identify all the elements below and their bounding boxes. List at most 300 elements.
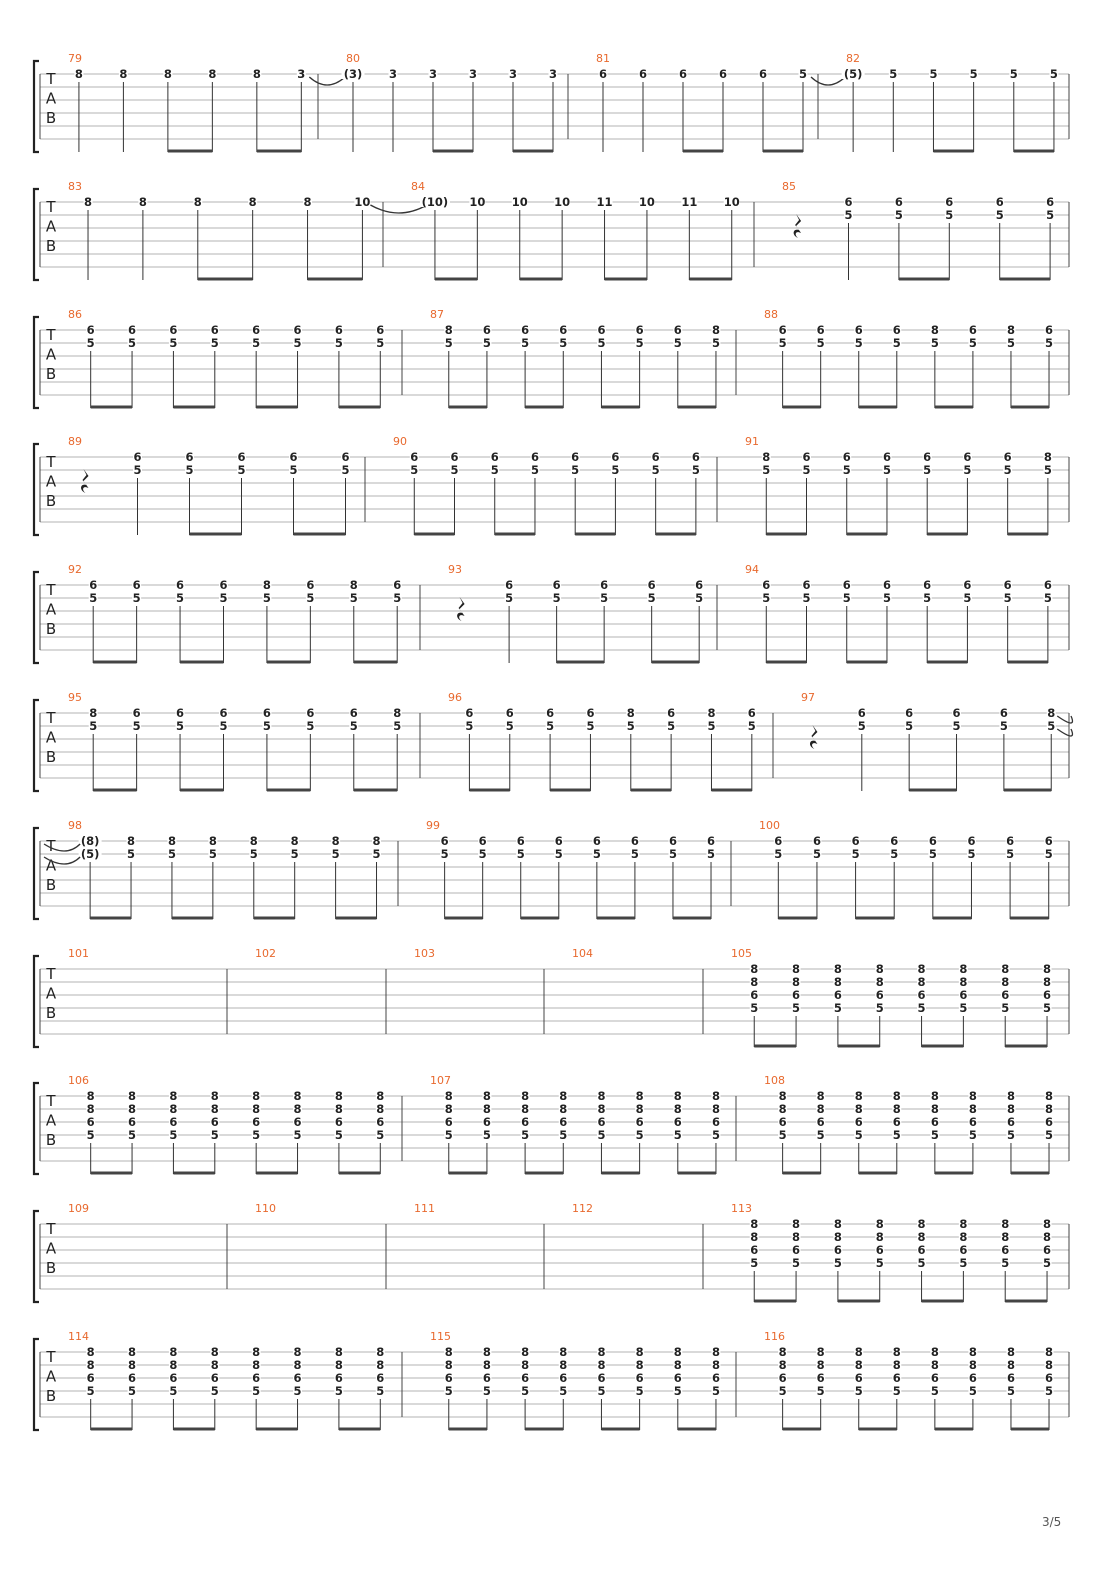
fret-number: 6 bbox=[521, 1115, 530, 1129]
fret-number: 8 bbox=[334, 1089, 343, 1103]
fret-number: 6 bbox=[334, 323, 343, 337]
fret-number: 6 bbox=[262, 706, 271, 720]
fret-number: 5 bbox=[889, 67, 898, 81]
fret-number: 5 bbox=[968, 336, 977, 350]
fret-number: 6 bbox=[1044, 834, 1053, 848]
fret-number: 6 bbox=[802, 450, 811, 464]
fret-number: 6 bbox=[667, 706, 676, 720]
fret-number: 8 bbox=[917, 962, 926, 976]
fret-number: 5 bbox=[673, 1128, 682, 1142]
fret-number: 8 bbox=[959, 975, 968, 989]
fret-number: 5 bbox=[1043, 1001, 1052, 1015]
tab-clef-letter: A bbox=[45, 345, 57, 364]
fret-number: 5 bbox=[945, 208, 954, 222]
fret-number: 5 bbox=[597, 1128, 606, 1142]
fret-number: 5 bbox=[334, 336, 343, 350]
tab-clef-letter: T bbox=[46, 1092, 56, 1110]
fret-number: 8 bbox=[86, 1345, 95, 1359]
fret-number: 3 bbox=[428, 67, 438, 81]
fret-number: 5 bbox=[635, 336, 644, 350]
fret-number: 8 bbox=[210, 1089, 219, 1103]
fret-number: 6 bbox=[1003, 578, 1012, 592]
fret-number: 10 bbox=[554, 195, 571, 209]
fret-number: 8 bbox=[128, 1089, 137, 1103]
fret-number: (5) bbox=[80, 847, 100, 861]
fret-number: 6 bbox=[559, 323, 568, 337]
fret-number: 8 bbox=[84, 195, 93, 209]
fret-number: 6 bbox=[778, 1115, 787, 1129]
fret-number: 5 bbox=[490, 463, 499, 477]
fret-number: 8 bbox=[1045, 1102, 1054, 1116]
fret-number: 5 bbox=[833, 1256, 842, 1270]
fret-number: 8 bbox=[892, 1358, 901, 1372]
tab-clef-letter: T bbox=[46, 581, 56, 599]
fret-number: 5 bbox=[857, 719, 866, 733]
fret-number: 5 bbox=[1003, 591, 1012, 605]
measure-number: 111 bbox=[414, 1202, 435, 1215]
fret-number: 6 bbox=[128, 1115, 137, 1129]
fret-number: 6 bbox=[505, 578, 514, 592]
fret-number: 5 bbox=[546, 719, 555, 733]
fret-number: 5 bbox=[521, 1384, 530, 1398]
fret-number: 6 bbox=[554, 834, 563, 848]
fret-number: 8 bbox=[626, 706, 635, 720]
fret-number: 6 bbox=[376, 1115, 385, 1129]
fret-number: 8 bbox=[1045, 1089, 1054, 1103]
fret-number: 8 bbox=[854, 1089, 863, 1103]
fret-number: 8 bbox=[86, 1358, 95, 1372]
fret-number: 6 bbox=[774, 834, 783, 848]
fret-number: 6 bbox=[917, 988, 926, 1002]
fret-number: 6 bbox=[711, 1115, 720, 1129]
fret-number: 6 bbox=[132, 578, 141, 592]
fret-number: 5 bbox=[890, 847, 899, 861]
fret-number: 6 bbox=[592, 834, 601, 848]
fret-number: 6 bbox=[597, 1115, 606, 1129]
fret-number: 5 bbox=[252, 1128, 261, 1142]
measure-number: 95 bbox=[68, 691, 82, 704]
fret-number: 8 bbox=[293, 1358, 302, 1372]
quarter-rest bbox=[794, 214, 801, 238]
fret-number: 6 bbox=[718, 67, 728, 81]
fret-number: 5 bbox=[128, 1128, 137, 1142]
fret-number: 6 bbox=[376, 323, 385, 337]
fret-number: 6 bbox=[968, 1115, 977, 1129]
fret-number: 5 bbox=[611, 463, 620, 477]
measure-number: 90 bbox=[393, 435, 407, 448]
tab-clef-letter: A bbox=[45, 472, 57, 491]
fret-number: 6 bbox=[521, 323, 530, 337]
system-bracket bbox=[34, 700, 39, 791]
fret-number: 3 bbox=[388, 67, 398, 81]
fret-number: 5 bbox=[792, 1001, 801, 1015]
fret-number: 6 bbox=[176, 578, 185, 592]
fret-number: 8 bbox=[1006, 1345, 1015, 1359]
fret-number: 5 bbox=[444, 1128, 453, 1142]
fret-number: 8 bbox=[208, 834, 217, 848]
fret-number: 5 bbox=[635, 1128, 644, 1142]
fret-number: 8 bbox=[762, 450, 771, 464]
measure-number: 86 bbox=[68, 308, 82, 321]
fret-number: 8 bbox=[521, 1102, 530, 1116]
fret-number: 6 bbox=[930, 1115, 939, 1129]
fret-number: 6 bbox=[410, 450, 419, 464]
fret-number: 8 bbox=[1001, 962, 1010, 976]
fret-number: 8 bbox=[597, 1345, 606, 1359]
fret-number: 8 bbox=[521, 1089, 530, 1103]
fret-number: 8 bbox=[711, 323, 720, 337]
fret-number: 5 bbox=[505, 719, 514, 733]
fret-number: 3 bbox=[508, 67, 518, 81]
measure-number: 85 bbox=[782, 180, 796, 193]
fret-number: 6 bbox=[334, 1371, 343, 1385]
system-bracket bbox=[34, 61, 39, 152]
fret-number: 6 bbox=[844, 195, 853, 209]
fret-number: 8 bbox=[707, 706, 716, 720]
fret-number: 8 bbox=[1006, 1089, 1015, 1103]
fret-number: 5 bbox=[875, 1001, 884, 1015]
fret-number: 8 bbox=[252, 1345, 261, 1359]
measure-number: 88 bbox=[764, 308, 778, 321]
fret-number: 5 bbox=[592, 847, 601, 861]
fret-number: 8 bbox=[635, 1345, 644, 1359]
fret-number: 6 bbox=[802, 578, 811, 592]
fret-number: 5 bbox=[792, 1256, 801, 1270]
fret-number: 6 bbox=[923, 578, 932, 592]
fret-number: 8 bbox=[248, 195, 257, 209]
fret-number: 5 bbox=[630, 847, 639, 861]
fret-number: 11 bbox=[681, 195, 698, 209]
fret-number: 8 bbox=[792, 1230, 801, 1244]
fret-number: 5 bbox=[778, 1128, 787, 1142]
fret-number: 8 bbox=[1045, 1358, 1054, 1372]
tab-clef-letter: A bbox=[45, 217, 57, 236]
fret-number: 3 bbox=[548, 67, 558, 81]
fret-number: 6 bbox=[928, 834, 937, 848]
fret-number: 5 bbox=[1006, 1128, 1015, 1142]
fret-number: 6 bbox=[611, 450, 620, 464]
fret-number: 5 bbox=[482, 1128, 491, 1142]
fret-number: 5 bbox=[842, 591, 851, 605]
measure-number: 113 bbox=[731, 1202, 752, 1215]
fret-number: 5 bbox=[208, 847, 217, 861]
fret-number: 6 bbox=[842, 578, 851, 592]
tab-clef-letter: A bbox=[45, 600, 57, 619]
fret-number: 6 bbox=[128, 1371, 137, 1385]
fret-number: 5 bbox=[798, 67, 808, 81]
fret-number: 6 bbox=[647, 578, 656, 592]
fret-number: 6 bbox=[478, 834, 487, 848]
system-bracket bbox=[34, 317, 39, 408]
fret-number: 5 bbox=[1044, 847, 1053, 861]
fret-number: 8 bbox=[833, 1217, 842, 1231]
fret-number: 6 bbox=[490, 450, 499, 464]
fret-number: 5 bbox=[167, 847, 176, 861]
fret-number: 3 bbox=[297, 67, 306, 81]
fret-number: 6 bbox=[635, 1115, 644, 1129]
fret-number: 8 bbox=[252, 1358, 261, 1372]
system-bracket bbox=[34, 828, 39, 919]
fret-number: 5 bbox=[854, 1128, 863, 1142]
fret-number: 8 bbox=[673, 1089, 682, 1103]
measure-number: 80 bbox=[346, 52, 360, 65]
tab-clef-letter: B bbox=[45, 1259, 57, 1277]
fret-number: 5 bbox=[707, 719, 716, 733]
fret-number: 5 bbox=[444, 336, 453, 350]
fret-number: 8 bbox=[875, 1217, 884, 1231]
fret-number: 6 bbox=[995, 195, 1004, 209]
fret-number: 6 bbox=[505, 706, 514, 720]
fret-number: 5 bbox=[816, 1128, 825, 1142]
fret-number: 8 bbox=[376, 1345, 385, 1359]
fret-number: 8 bbox=[854, 1358, 863, 1372]
fret-number: 6 bbox=[854, 1115, 863, 1129]
fret-number: 6 bbox=[450, 450, 459, 464]
fret-number: 8 bbox=[930, 1089, 939, 1103]
tab-clef-letter: B bbox=[45, 1387, 57, 1405]
fret-number: 8 bbox=[875, 962, 884, 976]
measure-number: 112 bbox=[572, 1202, 593, 1215]
fret-number: 5 bbox=[376, 1128, 385, 1142]
fret-number: 6 bbox=[176, 706, 185, 720]
measure-number: 83 bbox=[68, 180, 82, 193]
fret-number: 8 bbox=[1047, 706, 1056, 720]
measure-number: 82 bbox=[846, 52, 860, 65]
measure-number: 114 bbox=[68, 1330, 89, 1343]
fret-number: 5 bbox=[559, 1128, 568, 1142]
fret-number: 8 bbox=[376, 1102, 385, 1116]
measure-number: 101 bbox=[68, 947, 89, 960]
fret-number: 5 bbox=[747, 719, 756, 733]
fret-number: 8 bbox=[875, 975, 884, 989]
fret-number: 5 bbox=[133, 463, 142, 477]
fret-number: 8 bbox=[750, 962, 759, 976]
fret-number: (3) bbox=[343, 67, 363, 81]
fret-number: 5 bbox=[169, 336, 178, 350]
fret-number: 5 bbox=[444, 1384, 453, 1398]
measure-number: 96 bbox=[448, 691, 462, 704]
fret-number: 5 bbox=[929, 67, 938, 81]
fret-number: 5 bbox=[626, 719, 635, 733]
fret-number: 6 bbox=[930, 1371, 939, 1385]
fret-number: 8 bbox=[750, 1217, 759, 1231]
fret-number: 5 bbox=[930, 1128, 939, 1142]
fret-number: 8 bbox=[892, 1102, 901, 1116]
fret-number: 5 bbox=[552, 591, 561, 605]
system-bracket bbox=[34, 1211, 39, 1302]
fret-number: 5 bbox=[711, 336, 720, 350]
fret-number: 6 bbox=[482, 1115, 491, 1129]
fret-number: 6 bbox=[967, 834, 976, 848]
fret-number: 10 bbox=[723, 195, 740, 209]
fret-number: 8 bbox=[635, 1358, 644, 1372]
fret-number: 8 bbox=[1006, 1358, 1015, 1372]
fret-number: 5 bbox=[894, 208, 903, 222]
fret-number: 5 bbox=[86, 1384, 95, 1398]
fret-number: 5 bbox=[892, 336, 901, 350]
tab-clef-letter: A bbox=[45, 984, 57, 1003]
fret-number: 5 bbox=[176, 591, 185, 605]
fret-number: 5 bbox=[1047, 719, 1056, 733]
fret-number: 5 bbox=[521, 336, 530, 350]
fret-number: 6 bbox=[1045, 1371, 1054, 1385]
fret-number: 5 bbox=[252, 336, 261, 350]
measure-number: 104 bbox=[572, 947, 593, 960]
fret-number: 8 bbox=[792, 962, 801, 976]
fret-number: 5 bbox=[482, 336, 491, 350]
fret-number: 8 bbox=[128, 1345, 137, 1359]
fret-number: 5 bbox=[917, 1256, 926, 1270]
tab-clef-letter: T bbox=[46, 1220, 56, 1238]
quarter-rest bbox=[81, 469, 88, 493]
fret-number: 8 bbox=[444, 323, 453, 337]
fret-number: 6 bbox=[597, 323, 606, 337]
fret-number: 5 bbox=[812, 847, 821, 861]
fret-number: 6 bbox=[586, 706, 595, 720]
fret-number: 5 bbox=[132, 591, 141, 605]
fret-number: 5 bbox=[128, 336, 137, 350]
fret-number: 5 bbox=[516, 847, 525, 861]
fret-number: 5 bbox=[959, 1256, 968, 1270]
fret-number: 8 bbox=[968, 1358, 977, 1372]
fret-number: 6 bbox=[812, 834, 821, 848]
fret-number: 6 bbox=[86, 1371, 95, 1385]
fret-number: 5 bbox=[963, 463, 972, 477]
fret-number: 6 bbox=[945, 195, 954, 209]
measure-number: 103 bbox=[414, 947, 435, 960]
fret-number: 5 bbox=[393, 719, 402, 733]
fret-number: 5 bbox=[132, 719, 141, 733]
fret-number: 5 bbox=[306, 719, 315, 733]
fret-number: 8 bbox=[917, 1217, 926, 1231]
fret-number: 5 bbox=[995, 208, 1004, 222]
tab-clef-letter: T bbox=[46, 70, 56, 88]
fret-number: 5 bbox=[128, 1384, 137, 1398]
fret-number: 6 bbox=[341, 450, 350, 464]
fret-number: 8 bbox=[816, 1089, 825, 1103]
fret-number: 5 bbox=[892, 1128, 901, 1142]
fret-number: 6 bbox=[923, 450, 932, 464]
fret-number: 5 bbox=[1045, 336, 1054, 350]
fret-number: 5 bbox=[185, 463, 194, 477]
tab-clef-letter: T bbox=[46, 1348, 56, 1366]
page-number: 3/5 bbox=[1042, 1515, 1062, 1529]
fret-number: 6 bbox=[778, 323, 787, 337]
tab-clef-letter: A bbox=[45, 1111, 57, 1130]
fret-number: 6 bbox=[86, 323, 95, 337]
fret-number: 8 bbox=[1001, 975, 1010, 989]
fret-number: 6 bbox=[482, 1371, 491, 1385]
fret-number: 5 bbox=[334, 1128, 343, 1142]
tab-clef-letter: B bbox=[45, 492, 57, 510]
fret-number: 5 bbox=[293, 1384, 302, 1398]
fret-number: 6 bbox=[833, 1243, 842, 1257]
fret-number: 6 bbox=[854, 1371, 863, 1385]
fret-number: 8 bbox=[303, 195, 312, 209]
fret-number: 6 bbox=[185, 450, 194, 464]
fret-number: 8 bbox=[1006, 1102, 1015, 1116]
fret-number: 5 bbox=[1045, 1384, 1054, 1398]
fret-number: 5 bbox=[673, 336, 682, 350]
fret-number: 8 bbox=[293, 1089, 302, 1103]
fret-number: 3 bbox=[468, 67, 478, 81]
fret-number: 8 bbox=[521, 1358, 530, 1372]
fret-number: 8 bbox=[290, 834, 299, 848]
fret-number: 6 bbox=[750, 988, 759, 1002]
fret-number: 8 bbox=[854, 1102, 863, 1116]
fret-number: 6 bbox=[571, 450, 580, 464]
fret-number: 8 bbox=[559, 1089, 568, 1103]
tab-clef-letter: T bbox=[46, 965, 56, 983]
fret-number: 5 bbox=[1049, 67, 1058, 81]
tie-arc bbox=[1057, 716, 1072, 723]
fret-number: 5 bbox=[882, 591, 891, 605]
fret-number: 6 bbox=[530, 450, 539, 464]
fret-number: 6 bbox=[252, 1371, 261, 1385]
fret-number: 5 bbox=[930, 336, 939, 350]
fret-number: 5 bbox=[762, 591, 771, 605]
measure-number: 94 bbox=[745, 563, 759, 576]
fret-number: 5 bbox=[999, 719, 1008, 733]
fret-number: 6 bbox=[851, 834, 860, 848]
fret-number: 8 bbox=[293, 1102, 302, 1116]
tab-clef-letter: B bbox=[45, 748, 57, 766]
measure-number: 102 bbox=[255, 947, 276, 960]
fret-number: 5 bbox=[762, 463, 771, 477]
measure-number: 100 bbox=[759, 819, 780, 832]
fret-number: 5 bbox=[917, 1001, 926, 1015]
tab-clef-letter: T bbox=[46, 837, 56, 855]
fret-number: 8 bbox=[86, 1089, 95, 1103]
fret-number: 8 bbox=[252, 67, 261, 81]
fret-number: 8 bbox=[1043, 975, 1052, 989]
fret-number: 8 bbox=[372, 834, 381, 848]
fret-number: 5 bbox=[450, 463, 459, 477]
fret-number: (8) bbox=[80, 834, 100, 848]
fret-number: 5 bbox=[478, 847, 487, 861]
fret-number: 5 bbox=[597, 1384, 606, 1398]
fret-number: 6 bbox=[132, 706, 141, 720]
fret-number: 8 bbox=[959, 962, 968, 976]
fret-number: 6 bbox=[521, 1371, 530, 1385]
fret-number: 8 bbox=[1001, 1217, 1010, 1231]
fret-number: 8 bbox=[169, 1345, 178, 1359]
fret-number: 5 bbox=[372, 847, 381, 861]
measure-number: 115 bbox=[430, 1330, 451, 1343]
fret-number: 5 bbox=[376, 1384, 385, 1398]
fret-number: 5 bbox=[505, 591, 514, 605]
fret-number: 6 bbox=[673, 1115, 682, 1129]
fret-number: 5 bbox=[882, 463, 891, 477]
fret-number: 5 bbox=[1009, 67, 1018, 81]
fret-number: 6 bbox=[1006, 1371, 1015, 1385]
fret-number: 8 bbox=[750, 1230, 759, 1244]
fret-number: 6 bbox=[963, 450, 972, 464]
fret-number: 6 bbox=[219, 706, 228, 720]
fret-number: 8 bbox=[482, 1089, 491, 1103]
fret-number: 8 bbox=[169, 1102, 178, 1116]
fret-number: 6 bbox=[833, 988, 842, 1002]
fret-number: 6 bbox=[219, 578, 228, 592]
fret-number: 6 bbox=[169, 1371, 178, 1385]
fret-number: 5 bbox=[923, 463, 932, 477]
fret-number: 8 bbox=[482, 1358, 491, 1372]
fret-number: 8 bbox=[875, 1230, 884, 1244]
fret-number: 8 bbox=[597, 1102, 606, 1116]
fret-number: 5 bbox=[331, 847, 340, 861]
fret-number: 6 bbox=[635, 323, 644, 337]
fret-number: 6 bbox=[516, 834, 525, 848]
